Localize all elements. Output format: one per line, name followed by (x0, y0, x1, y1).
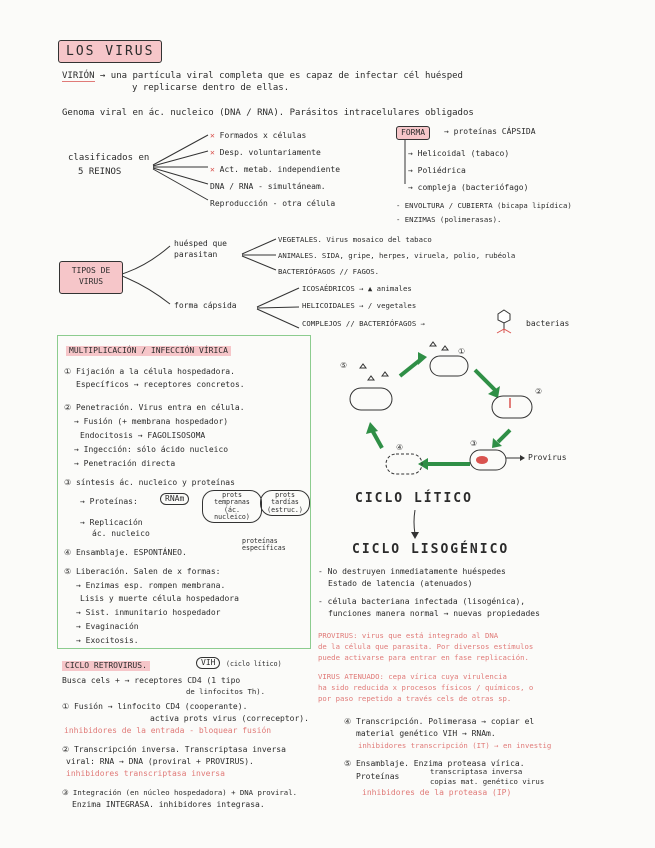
retro-s4b: material genético VIH → RNAm. (356, 729, 496, 738)
cycle-arrow-2 (475, 370, 495, 390)
huesped-branches (240, 234, 280, 274)
page-title: LOS VIRUS (58, 40, 162, 63)
cycle-arrow-5 (372, 430, 382, 448)
capsida-branches (255, 282, 305, 334)
lis-item-4: funciones manera normal → nuevas propiedades (328, 609, 540, 618)
clas-item-4: DNA / RNA - simultáneam. (210, 182, 326, 191)
atenuado-2: ha sido reducida x procesos físicos / químicos, o (318, 683, 534, 692)
clas-item-2: ✕ Desp. voluntariamente (210, 148, 321, 157)
down-arrow (408, 510, 422, 540)
multiplicacion-title: MULTIPLICACIÓN / INFECCIÓN VÍRICA (66, 346, 231, 356)
retrovirus-title: CICLO RETROVIRUS. (62, 661, 150, 671)
capsida-item-1: ICOSAÉDRICOS → ▲ animales (302, 284, 412, 293)
vih-note: (ciclo lítico) (226, 660, 282, 668)
mult-prots-tard: prots tardías (estruc.) (260, 490, 310, 516)
mult-s5-4: → Evaginación (76, 622, 139, 631)
forma-item-3: → compleja (bacteriófago) (408, 183, 529, 192)
forma-label: FORMA (396, 126, 430, 140)
virion-line1 (62, 72, 463, 81)
mult-s2-3: → Ingección: sólo ácido nucleico (74, 445, 229, 454)
atenuado-1: VIRUS ATENUADO: cepa vírica cuya virulencia (318, 672, 507, 681)
huesped-item-1: VEGETALES. Virus mosaico del tabaco (278, 235, 432, 244)
forma-enzimas: - ENZIMAS (polimerasas). (396, 215, 502, 224)
retro-s3a: ③ Integración (en núcleo hospedadora) + DNA proviral. (62, 788, 297, 797)
mult-s4-note: proteínas específicas (242, 537, 286, 553)
mult-replicacion-1: → Replicación (80, 518, 143, 527)
forma-item-1: → Helicoidal (tabaco) (408, 149, 510, 158)
capsida-item-4: bacterias (526, 319, 570, 328)
mult-s5-3: → Sist. inmunitario hospedador (76, 608, 221, 617)
retro-s5e: inhibidores de la proteasa (IP) (362, 788, 512, 797)
retro-s5c: transcriptasa inversa (430, 767, 523, 776)
clasificados-branches (148, 130, 218, 210)
atenuado-3: por paso repetido a través cels de otras sp. (318, 694, 512, 703)
cycle-num-2: ② (535, 387, 543, 396)
lytic-cycle-diagram (330, 338, 590, 488)
virion-label: VIRIÓN (62, 71, 95, 81)
retro-s2b: viral: RNA → DNA (proviral + PROVIRUS). (66, 757, 254, 766)
capsida-item-3: COMPLEJOS // BACTERIÓFAGOS → (302, 319, 426, 328)
cycle-num-4: ④ (396, 443, 404, 452)
retro-s3b: Enzima INTEGRASA. inhibidores integrasa. (72, 800, 265, 809)
huesped-item-3: BACTERIÓFAGOS // FAGOS. (278, 267, 380, 276)
provirus-def-1: PROVIRUS: virus que está integrado al DNA (318, 631, 499, 640)
provirus-def-2: de la célula que parasita. Por diversos estímulos (318, 642, 534, 651)
clasificados-label: clasificados en (68, 153, 150, 163)
mult-replicacion-2: ác. nucleico (92, 529, 150, 538)
retro-s5a: ⑤ Ensamblaje. Enzima proteasa vírica. (344, 759, 525, 768)
mult-s3: ③ síntesis ác. nucleico y proteínas (64, 478, 235, 487)
provirus-def-3: puede activarse para entrar en fase replicación. (318, 653, 529, 662)
genoma-text: Genoma viral en ác. nucleico (DNA / RNA). Parásitos intracelulares obligados (62, 108, 474, 118)
mult-s5-5: → Exocitosis. (76, 636, 139, 645)
retro-s2c: inhibidores transcriptasa inversa (66, 769, 225, 778)
mult-rna: RNAm (160, 493, 189, 505)
capsida-label: forma cápsida (174, 301, 237, 310)
mult-proteinas: → Proteínas: (80, 497, 138, 506)
huesped-item-2: ANIMALES. SIDA, gripe, herpes, viruela, polio, rubéola (278, 251, 516, 260)
mult-s2-4: → Penetración directa (74, 459, 176, 468)
mult-s2-2: Endocitosis → FAGOLISOSOMA (80, 431, 206, 440)
virion-line2: y replicarse dentro de ellas. (132, 83, 290, 93)
capsida-item-2: HELICOIDALES → / vegetales (302, 301, 417, 310)
tipos-label: TIPOS DE VIRUS (59, 261, 123, 294)
cycle-num-1: ① (458, 347, 466, 356)
clas-item-3: ✕ Act. metab. independiente (210, 165, 341, 174)
mult-s2-1: → Fusión (+ membrana hospedador) (74, 417, 229, 426)
retro-busca: Busca cels + → receptores CD4 (1 tipo (62, 676, 241, 685)
retro-s1c: inhibidores de la entrada - bloquear fusión (64, 726, 272, 735)
tipos-branches (122, 236, 177, 316)
huesped-label-1: huésped que (174, 239, 227, 248)
mult-s2: ② Penetración. Virus entra en célula. (64, 403, 245, 412)
virion-def: → una partícula viral completa que es capaz de infectar cél huésped (99, 71, 463, 81)
clas-item-1: ✕ Formados x células (210, 131, 307, 140)
retro-busca-2: de linfocitos Th). (186, 687, 266, 696)
huesped-label-2: parasitan (174, 250, 218, 259)
retro-s1a: ① Fusión → linfocito CD4 (cooperante). (62, 702, 248, 711)
mult-s1b: Específicos → receptores concretos. (76, 380, 245, 389)
retro-s4a: ④ Transcripción. Polimerasa → copiar el (344, 717, 535, 726)
vih-label: VIH (196, 657, 220, 669)
retro-s2a: ② Transcripción inversa. Transcriptasa inversa (62, 745, 286, 754)
forma-envoltura: - ENVOLTURA / CUBIERTA (bicapa lipídica) (396, 201, 572, 210)
reinos-label: 5 REINOS (78, 167, 122, 177)
forma-proteinas: → proteínas CÁPSIDA (444, 127, 536, 136)
retro-s5d: copias mat. genético virus (430, 777, 545, 786)
bacteriophage-icon (492, 308, 516, 334)
cycle-arrow-3 (498, 430, 510, 442)
retro-s1b: activa prots virus (correceptor). (150, 714, 309, 723)
cycle-num-3: ③ (470, 439, 478, 448)
mult-s5-1: → Enzimas esp. rompen membrana. (76, 581, 226, 590)
mult-s5-2: Lisis y muerte célula hospedadora (80, 594, 239, 603)
clas-item-5: Reproducción - otra célula (210, 199, 336, 208)
retro-s5b: Proteínas (356, 772, 400, 781)
cycle-num-5: ⑤ (340, 361, 348, 370)
mult-s5: ⑤ Liberación. Salen de x formas: (64, 567, 221, 576)
mult-s1a: ① Fijación a la célula hospedadora. (64, 367, 235, 376)
retro-s4c: inhibidores transcripción (IT) → en investig (358, 741, 552, 750)
lis-item-3: - célula bacteriana infectada (lisogénica), (318, 597, 526, 606)
mult-prots-temp: prots tempranas (ác. nucleico) (202, 490, 262, 523)
forma-item-2: → Poliédrica (408, 166, 466, 175)
lis-item-1: - No destruyen inmediatamente huéspedes (318, 567, 506, 576)
ciclo-litico-title: CICLO LÍTICO (355, 491, 473, 506)
cycle-arrow-1 (400, 360, 420, 376)
lis-item-2: Estado de latencia (atenuados) (328, 579, 473, 588)
provirus-label: Provirus (528, 453, 567, 462)
mult-s4: ④ Ensamblaje. ESPONTÁNEO. (64, 548, 187, 557)
ciclo-lisogenico-title: CICLO LISOGÉNICO (352, 542, 510, 557)
